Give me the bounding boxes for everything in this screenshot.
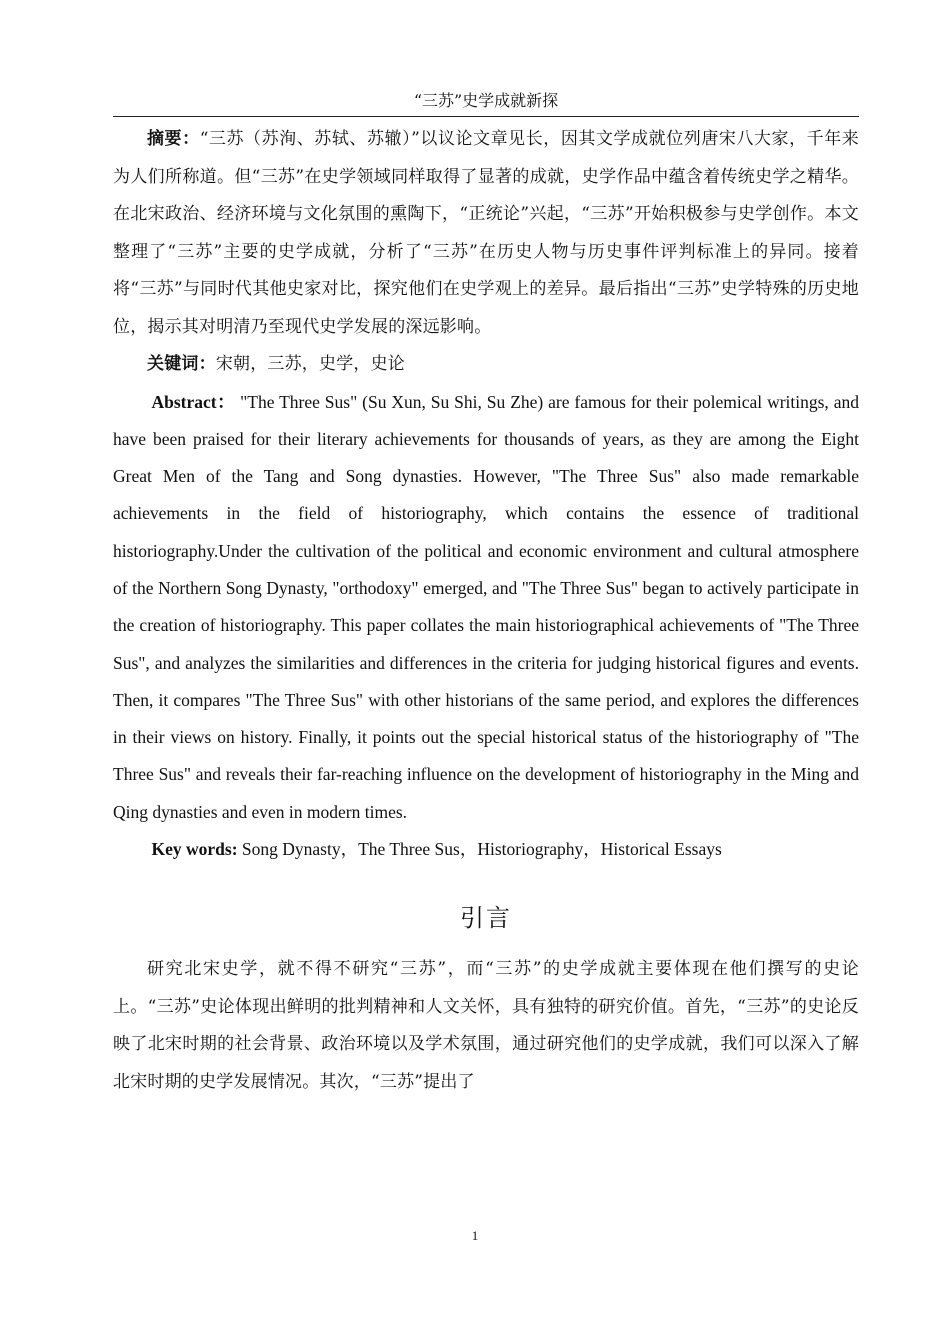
abstract-en-text: "The Three Sus" (Su Xun, Su Shi, Su Zhe) are famous for their polemical writings, and have been praised for their literary achievements for thousands of years, as they are among the Eight Great Men of the Tang and Song dynasties. However, "The Three Sus" also made remarkable achievements in the field of historiography, which contains the essence of traditional historiography.Under the cultivation of the political and economic environment and cultural atmosphere of the Northern Song Dynasty, "orthodoxy" emerged, and "The Three Sus" began to actively participate in the creation of historiography. This paper collates the main historiographical achievements of "The Three Sus", and analyzes the similarities and differences in the criteria for judging historical figures and events. Then, it compares "The Three Sus" with other historians of the same period, and explores the differences in their views on history. Finally, it points out the special historical status of the historiography of "The Three Sus" and reveals their far-reaching influence on the development of historiography in the Ming and Qing dynasties and even in modern times. [113, 391, 859, 822]
keywords-cn [113, 346, 859, 384]
abstract-cn-text: “三苏（苏洵、苏轼、苏辙）”以议论文章见长，因其文学成就位列唐宋八大家，千年来为人们所称道。但“三苏”在史学领域同样取得了显著的成就，史学作品中蕴含着传统史学之精华。在北宋政治、经济环境与文化氛围的熏陶下，“正统论”兴起，“三苏”开始积极参与史学创作。本文整理了“三苏”主要的史学成就，分析了“三苏”在历史人物与历史事件评判标准上的异同。接着将“三苏”与同时代其他史家对比，探究他们在史学观上的差异。最后指出“三苏”史学特殊的历史地位，揭示其对明清乃至现代史学发展的深远影响。 [113, 129, 859, 337]
abstract-cn [113, 121, 859, 346]
keywords-cn-label: 关键词： [147, 354, 216, 374]
abstract-en [113, 384, 859, 832]
abstract-en-label: Abstract： [151, 391, 236, 412]
keywords-en [113, 831, 859, 868]
running-header: “三苏”史学成就新探 [113, 88, 859, 117]
introduction-paragraph: 研究北宋史学，就不得不研究“三苏”，而“三苏”的史学成就主要体现在他们撰写的史论上。“三苏”史论体现出鲜明的批判精神和人文关怀，具有独特的研究价值。首先，“三苏”的史论反映了北宋时期的社会背景、政治环境以及学术氛围，通过研究他们的史学成就，我们可以深入了解北宋时期的史学发展情况。其次，“三苏”提出了 [113, 959, 859, 1092]
page [113, 88, 859, 1101]
abstract-cn-label: 摘要： [147, 129, 200, 149]
section-title-introduction: 引言 [460, 904, 512, 933]
keywords-en-label: Key words: [151, 839, 238, 860]
page-number: 1 [471, 1228, 479, 1243]
keywords-en-text: Song Dynasty，The Three Sus，Historiography，Historical Essays [237, 839, 722, 860]
keywords-cn-text: 宋朝，三苏，史学，史论 [215, 354, 406, 374]
